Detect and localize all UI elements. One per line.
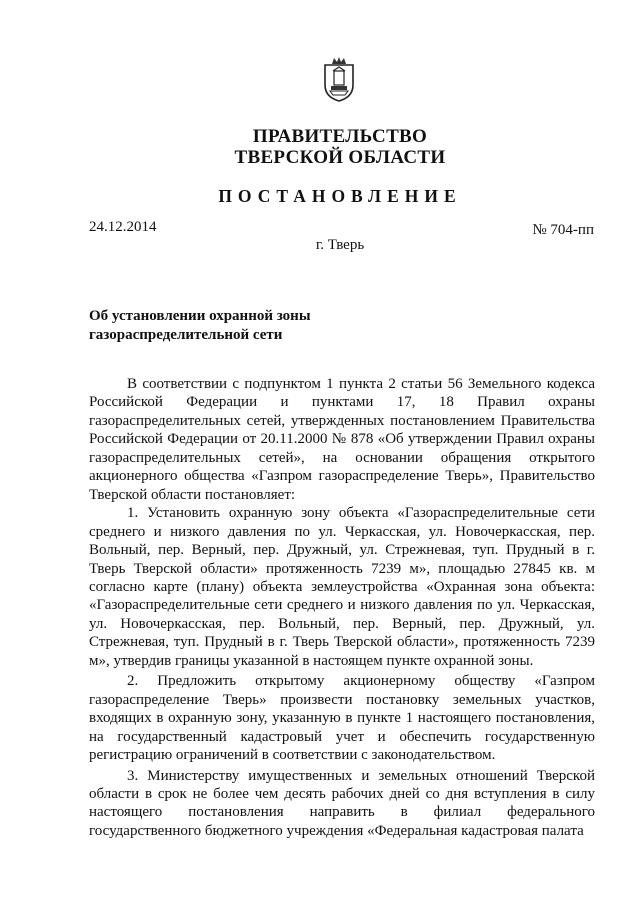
document-subject <box>89 307 389 345</box>
org-title-line1: ПРАВИТЕЛЬСТВО <box>252 126 428 147</box>
org-title-line2: ТВЕРСКОЙ ОБЛАСТИ <box>234 147 446 168</box>
document-date: 24.12.2014 <box>89 219 157 235</box>
document-city: г. Тверь <box>315 237 365 253</box>
subject-line1: Об установлении охранной зоны <box>89 308 311 324</box>
subject-line2: газораспределительной сети <box>89 327 283 343</box>
coat-of-arms-icon <box>322 55 356 103</box>
document-number: № 704-пп <box>532 222 594 238</box>
document-type: ПОСТАНОВЛЕНИЕ <box>218 186 462 206</box>
clause-1-paragraph: 1. Установить охранную зону объекта «Газораспределительные сети среднего и низкого давления по ул. Черкасская, ул. Новочеркасская, пер. Вольный, пер. Верный, пер. Дружный, ул. Стрежневая, туп. Прудный в г. Тверь Тверской области» протяженность 7239 м», площадью 27845 кв. м согласно карте (плану) объекта землеустройства «Охранная зона объекта: «Газораспределительные сети среднего и низкого давления по ул. Черкасская, ул. Новочеркасская, пер. Вольный, пер. Верный, пер. Дружный, ул. Стрежневая, туп. Прудный в г. Тверь Тверской области», протяженность 7239 м», утвердив границы указанной в настоящем пункте охранной зоны. <box>89 505 595 669</box>
clause-3-paragraph: 3. Министерству имущественных и земельных отношений Тверской области в срок не более чем десять рабочих дней со дня вступления в силу настоящего постановления направить в филиал федерального государственного бюджетного учреждения «Федеральная кадастровая палата <box>89 767 595 839</box>
preamble-paragraph: В соответствии с подпунктом 1 пункта 2 статьи 56 Земельного кодекса Российской Федерации и пунктами 17, 18 Правил охраны газораспределительных сетей, утвержденных постановлением Правительства Российской Федерации от 20.11.2000 № 878 «Об утверждении Правил охраны газораспределительных сетей», на основании обращения открытого акционерного общества «Газпром газораспределение Тверь», Правительство Тверской области постановляет: <box>89 376 595 503</box>
document-body <box>89 375 595 840</box>
clause-2-paragraph: 2. Предложить открытому акционерному обществу «Газпром газораспределение Тверь» произвести постановку земельных участков, входящих в охранную зону, указанную в пункте 1 настоящего постановления, на государственный кадастровый учет и обеспечить государственную регистрацию ограничений в соответствии с законодательством. <box>89 673 595 764</box>
